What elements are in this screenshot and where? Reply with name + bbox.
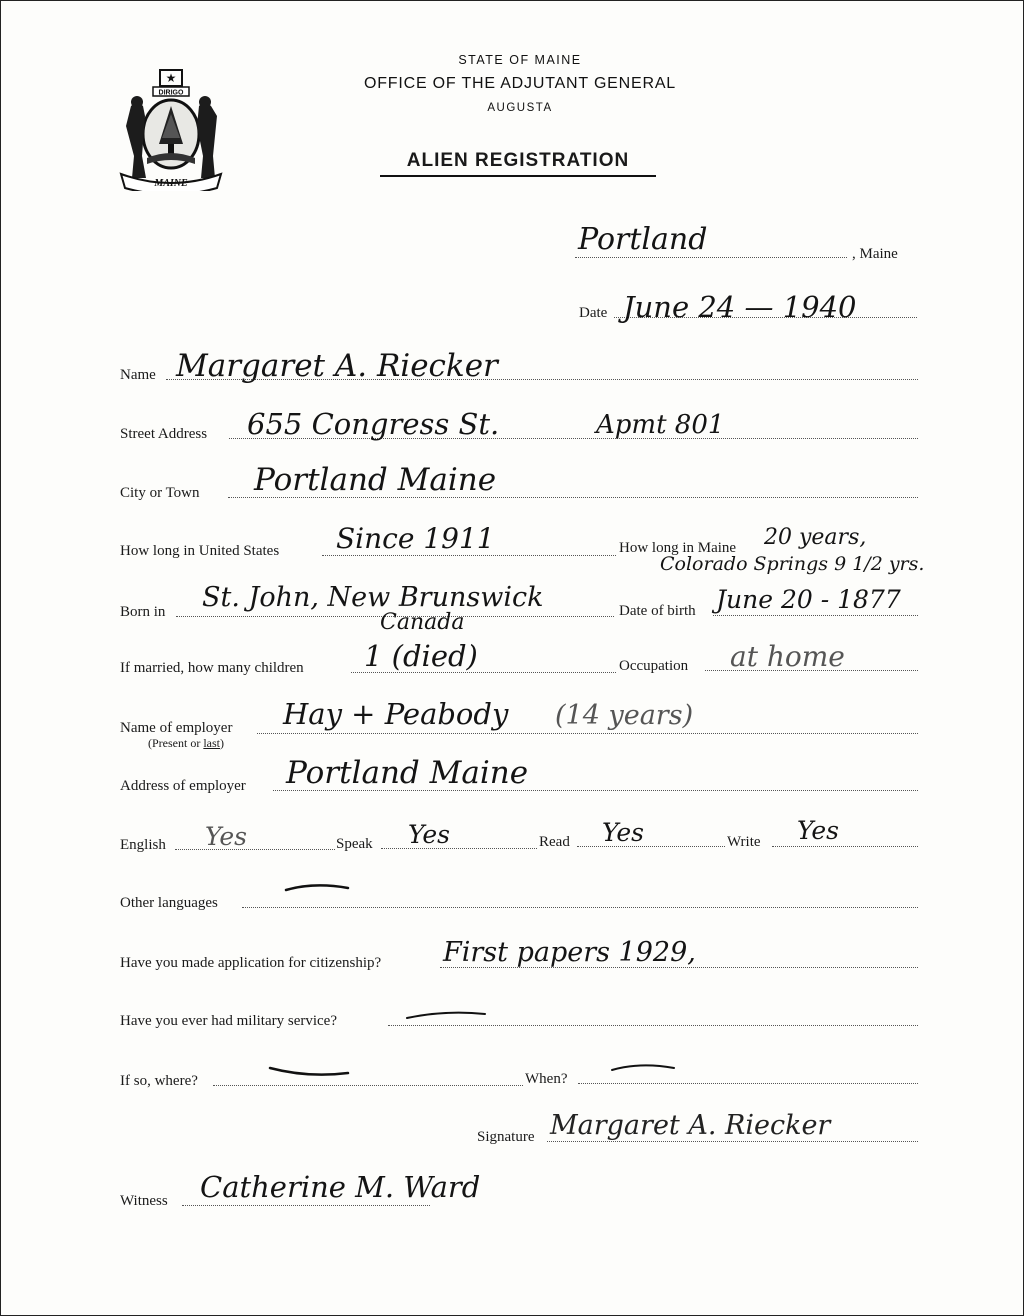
- speak-line: [381, 848, 537, 849]
- place-value: Portland: [578, 222, 708, 257]
- read-label: Read: [539, 834, 570, 850]
- us-label: How long in United States: [120, 543, 280, 559]
- where-dash: [268, 1064, 350, 1080]
- dob-label: Date of birth: [619, 603, 696, 619]
- svg-text:★: ★: [165, 71, 177, 85]
- born-label: Born in: [120, 604, 166, 620]
- name-label: Name: [120, 367, 156, 383]
- other-lang-label: Other languages: [120, 895, 218, 911]
- employer-line: [257, 733, 918, 734]
- write-line: [772, 846, 918, 847]
- citizenship-label: Have you made application for citizenship?: [120, 955, 382, 971]
- english-value: Yes: [205, 822, 247, 851]
- military-label: Have you ever had military service?: [120, 1013, 337, 1029]
- children-label: If married, how many children: [120, 660, 304, 676]
- english-label: English: [120, 837, 166, 853]
- header-office: OFFICE OF THE ADJUTANT GENERAL: [363, 75, 677, 92]
- occupation-label: Occupation: [619, 658, 689, 674]
- military-dash: [405, 1008, 487, 1022]
- street-value: 655 Congress St.: [247, 407, 500, 441]
- witness-label: Witness: [120, 1193, 168, 1209]
- dob-line: [713, 615, 918, 616]
- us-line: [322, 555, 616, 556]
- where-label: If so, where?: [120, 1073, 198, 1089]
- witness-value: Catherine M. Ward: [200, 1170, 481, 1204]
- employer-value-2: (14 years): [555, 700, 694, 731]
- city-label: City or Town: [120, 485, 200, 501]
- date-label: Date: [579, 305, 608, 321]
- read-value: Yes: [602, 818, 644, 847]
- military-line: [388, 1025, 918, 1026]
- other-lang-line: [242, 907, 918, 908]
- header-city: AUGUSTA: [487, 102, 553, 114]
- born-value: St. John, New Brunswick: [202, 582, 544, 613]
- emp-addr-label: Address of employer: [120, 778, 246, 794]
- svg-text:MAINE: MAINE: [154, 178, 188, 189]
- when-line: [578, 1083, 918, 1084]
- form-title: ALIEN REGISTRATION: [380, 150, 656, 177]
- signature-label: Signature: [477, 1129, 535, 1145]
- dob-value: June 20 - 1877: [716, 585, 901, 614]
- date-value: June 24 — 1940: [623, 290, 857, 324]
- maine-value-2: Colorado Springs 9 1/2 yrs.: [660, 553, 925, 575]
- speak-label: Speak: [336, 836, 373, 852]
- maine-value: 20 years,: [764, 525, 867, 550]
- when-dash: [610, 1060, 676, 1074]
- place-suffix: , Maine: [852, 246, 898, 262]
- emp-addr-value: Portland Maine: [286, 755, 529, 791]
- employer-label: Name of employer: [120, 720, 233, 736]
- city-value: Portland Maine: [254, 462, 497, 498]
- state-seal-icon: [117, 66, 225, 191]
- speak-value: Yes: [408, 820, 450, 849]
- children-value: 1 (died): [364, 639, 478, 673]
- place-line: [575, 257, 847, 258]
- name-value: Margaret A. Riecker: [176, 348, 498, 384]
- maine-label: How long in Maine: [619, 540, 737, 556]
- employer-value: Hay + Peabody: [283, 697, 509, 731]
- street-value-2: Apmt 801: [596, 410, 725, 440]
- read-line: [577, 846, 725, 847]
- when-label: When?: [525, 1071, 568, 1087]
- occupation-value: at home: [730, 640, 845, 673]
- citizenship-value: First papers 1929,: [443, 937, 696, 968]
- born-value-2: Canada: [380, 610, 465, 635]
- other-lang-dash: [284, 880, 350, 896]
- employer-sublabel: (Present or last): [148, 736, 224, 750]
- where-line: [213, 1085, 523, 1086]
- signature-line: [547, 1141, 918, 1142]
- street-label: Street Address: [120, 426, 208, 442]
- write-label: Write: [727, 834, 761, 850]
- english-line: [175, 849, 335, 850]
- signature-value: Margaret A. Riecker: [550, 1110, 831, 1141]
- header-state: STATE OF MAINE: [458, 53, 582, 67]
- write-value: Yes: [797, 816, 839, 845]
- svg-text:DIRIGO: DIRIGO: [158, 89, 184, 97]
- us-value: Since 1911: [336, 522, 495, 555]
- witness-line: [182, 1205, 430, 1206]
